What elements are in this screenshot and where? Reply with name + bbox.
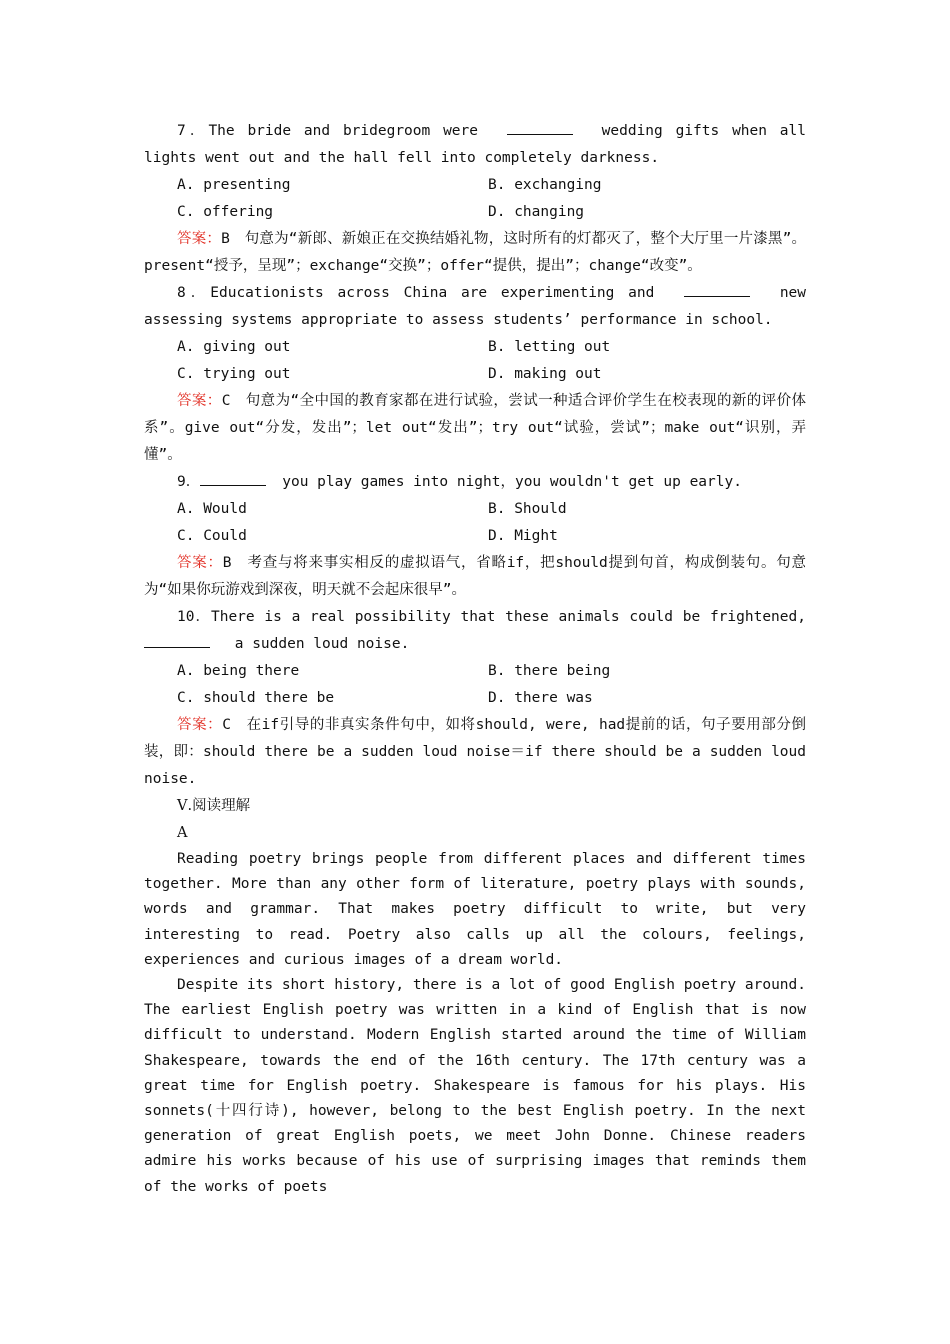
answer-text: B 句意为“新郎、新娘正在交换结婚礼物，这时所有的灯都灭了，整个大厅里一片漆黑”。present“授予，呈现”；exchange“交换”；offer“提供，提出”；change“改变”。	[144, 231, 807, 274]
option-b: B. letting out	[488, 339, 611, 355]
options-row	[144, 523, 806, 550]
question-stem-continued: wedding gifts when all lights went out and the hall fell into completely darkness.	[144, 123, 807, 166]
answer-blank	[200, 471, 266, 486]
answer-label: 答案：	[177, 555, 223, 571]
option-a: A. giving out	[177, 339, 291, 355]
option-c: C. trying out	[177, 366, 291, 382]
answer-text: C 在if引导的非真实条件句中，如将should, were, had提前的话，句子要用部分倒装，即：should there be a sudden loud noise＝if there should be a sudden loud noise.	[144, 717, 807, 787]
question-stem: Educationists across China are experimenting and	[210, 285, 655, 301]
option-c: C. Could	[177, 528, 247, 544]
option-d: D. making out	[488, 366, 602, 382]
question-stem: you play games into night，you wouldn't get up early.	[282, 474, 742, 490]
question-stem: There is a real possibility that these animals could be frightened,	[210, 609, 806, 625]
option-a: A. being there	[177, 663, 300, 679]
question-number: 7．	[177, 123, 209, 139]
option-b: B. Should	[488, 501, 567, 517]
answer-label: 答案：	[177, 717, 223, 733]
options-row	[144, 496, 806, 523]
option-c: C. offering	[177, 204, 274, 220]
section-title: Ⅴ.阅读理解	[177, 798, 251, 814]
options-row	[144, 361, 806, 388]
reading-passage	[144, 847, 806, 1200]
question-stem: The bride and bridegroom were	[208, 123, 478, 139]
answer-explanation	[144, 388, 806, 469]
answer-label: 答案：	[177, 231, 222, 247]
option-d: D. changing	[488, 204, 585, 220]
option-c: C. should there be	[177, 690, 335, 706]
passage-label: A	[177, 825, 188, 841]
question-number: 10．	[177, 609, 211, 625]
question-stem-continued: new assessing systems appropriate to assess students’ performance in school.	[144, 285, 807, 328]
option-d: D. there was	[488, 690, 593, 706]
answer-label: 答案：	[177, 393, 222, 409]
option-b: B. there being	[488, 663, 611, 679]
option-b: B. exchanging	[488, 177, 602, 193]
options-row	[144, 658, 806, 685]
answer-blank	[507, 120, 573, 135]
question-10	[144, 604, 806, 658]
document-page	[144, 118, 806, 1200]
options-row	[144, 334, 806, 361]
passage-paragraph: Despite its short history, there is a lot of good English poetry around. The earliest English poetry was written in a kind of English that is now difficult to understand. Modern English started around the time of William Shakespeare, towards the end of the 16th century. The 17th century was a great time for English poetry. Shakespeare is famous for his plays. His sonnets(十四行诗), however, belong to the best English poetry. In the next generation of great English poets, we meet John Donne. Chinese readers admire his works because of his use of surprising images that reminds them of the works of poets	[144, 977, 806, 1195]
options-row	[144, 199, 806, 226]
answer-explanation	[144, 712, 806, 793]
answer-blank	[684, 282, 750, 297]
options-row	[144, 172, 806, 199]
question-7	[144, 118, 806, 172]
passage-paragraph: Reading poetry brings people from different places and different times together. More than any other form of literature, poetry plays with sounds, words and grammar. That makes poetry difficult to write, but very interesting to read. Poetry also calls up all the colours, feelings, experiences and curious images of a dream world.	[144, 851, 806, 968]
option-a: A. Would	[177, 501, 247, 517]
answer-blank	[144, 633, 210, 648]
option-a: A. presenting	[177, 177, 291, 193]
answer-explanation	[144, 226, 806, 280]
option-d: D. Might	[488, 528, 558, 544]
question-9	[144, 469, 806, 496]
question-stem-continued: a sudden loud noise.	[234, 636, 410, 652]
question-8	[144, 280, 806, 334]
answer-text: C 句意为“全中国的教育家都在进行试验，尝试一种适合评价学生在校表现的新的评价体系”。give out“分发，发出”；let out“发出”；try out“试验，尝试”；make out“识别，弄懂”。	[144, 393, 806, 463]
question-number: 8．	[177, 285, 211, 301]
options-row	[144, 685, 806, 712]
answer-explanation	[144, 550, 806, 604]
answer-text: B 考查与将来事实相反的虚拟语气，省略if，把should提到句首，构成倒装句。句意为“如果你玩游戏到深夜，明天就不会起床很早”。	[144, 555, 806, 598]
question-number: 9．	[177, 474, 201, 490]
